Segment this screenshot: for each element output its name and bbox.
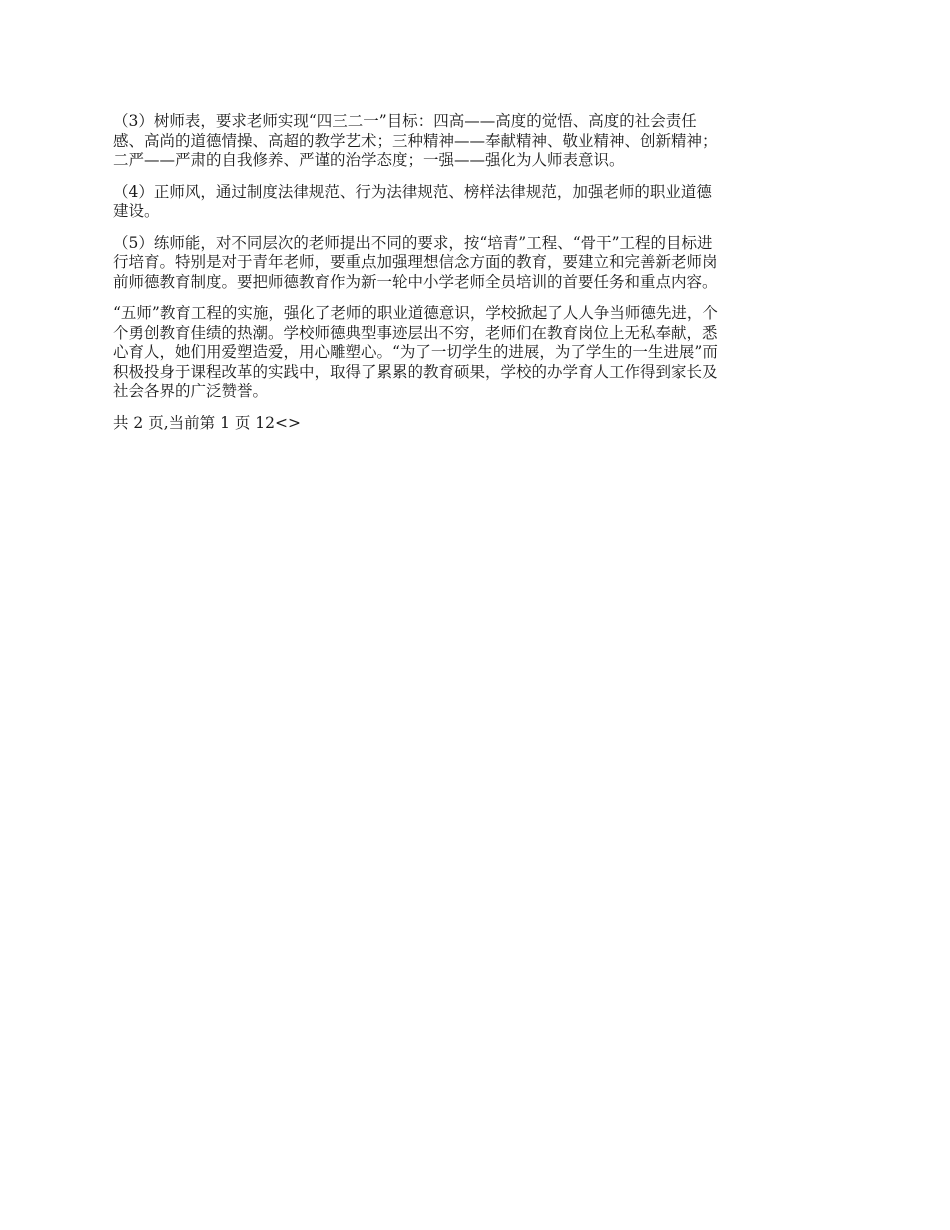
text-line: 社会各界的广泛赞誉。: [113, 382, 269, 400]
text-line: 感、高尚的道德情操、高超的教学艺术；三种精神——奉献精神、敬业精神、创新精神；: [113, 131, 718, 150]
paragraph-5-shineng: [113, 234, 837, 293]
text-line: “五师”教育工程的实施，强化了老师的职业道德意识，学校掀起了人人争当师德先进，个: [113, 304, 718, 322]
text-line: 个勇创教育佳绩的热潮。学校师德典型事迹层出不穷，老师们在教育岗位上无私奉献，悉: [113, 323, 718, 342]
text-line: 前师德教育制度。要把师德教育作为新一轮中小学老师全员培训的首要任务和重点内容。: [113, 272, 718, 291]
paragraph-summary: [113, 304, 837, 402]
paragraph-3-shibiao: [113, 112, 837, 171]
text-line: 积极投身于课程改革的实践中，取得了累累的教育硕果，学校的办学育人工作得到家长及: [113, 362, 718, 381]
document-page: [113, 112, 837, 433]
text-line: （5）练师能，对不同层次的老师提出不同的要求，按“培青”工程、“骨干”工程的目标进: [113, 233, 713, 252]
text-line: 行培育。特别是对于青年老师，要重点加强理想信念方面的教育，要建立和完善新老师岗: [113, 253, 718, 271]
text-line: （4）正师风，通过制度法律规范、行为法律规范、榜样法律规范，加强老师的职业道德: [113, 182, 712, 201]
pagination-text: 共 2 页,当前第 1 页 12<>: [113, 413, 301, 432]
paragraph-4-shifeng: [113, 183, 837, 222]
text-line: 二严——严肃的自我修养、严谨的治学态度；一强——强化为人师表意识。: [113, 151, 625, 169]
text-line: 心育人，她们用爱塑造爱，用心雕塑心。“为了一切学生的进展，为了学生的一生进展”而: [113, 343, 718, 361]
text-line: （3）树师表，要求老师实现“四三二一”目标：四高——高度的觉悟、高度的社会责任: [113, 112, 697, 130]
text-line: 建设。: [113, 202, 160, 220]
